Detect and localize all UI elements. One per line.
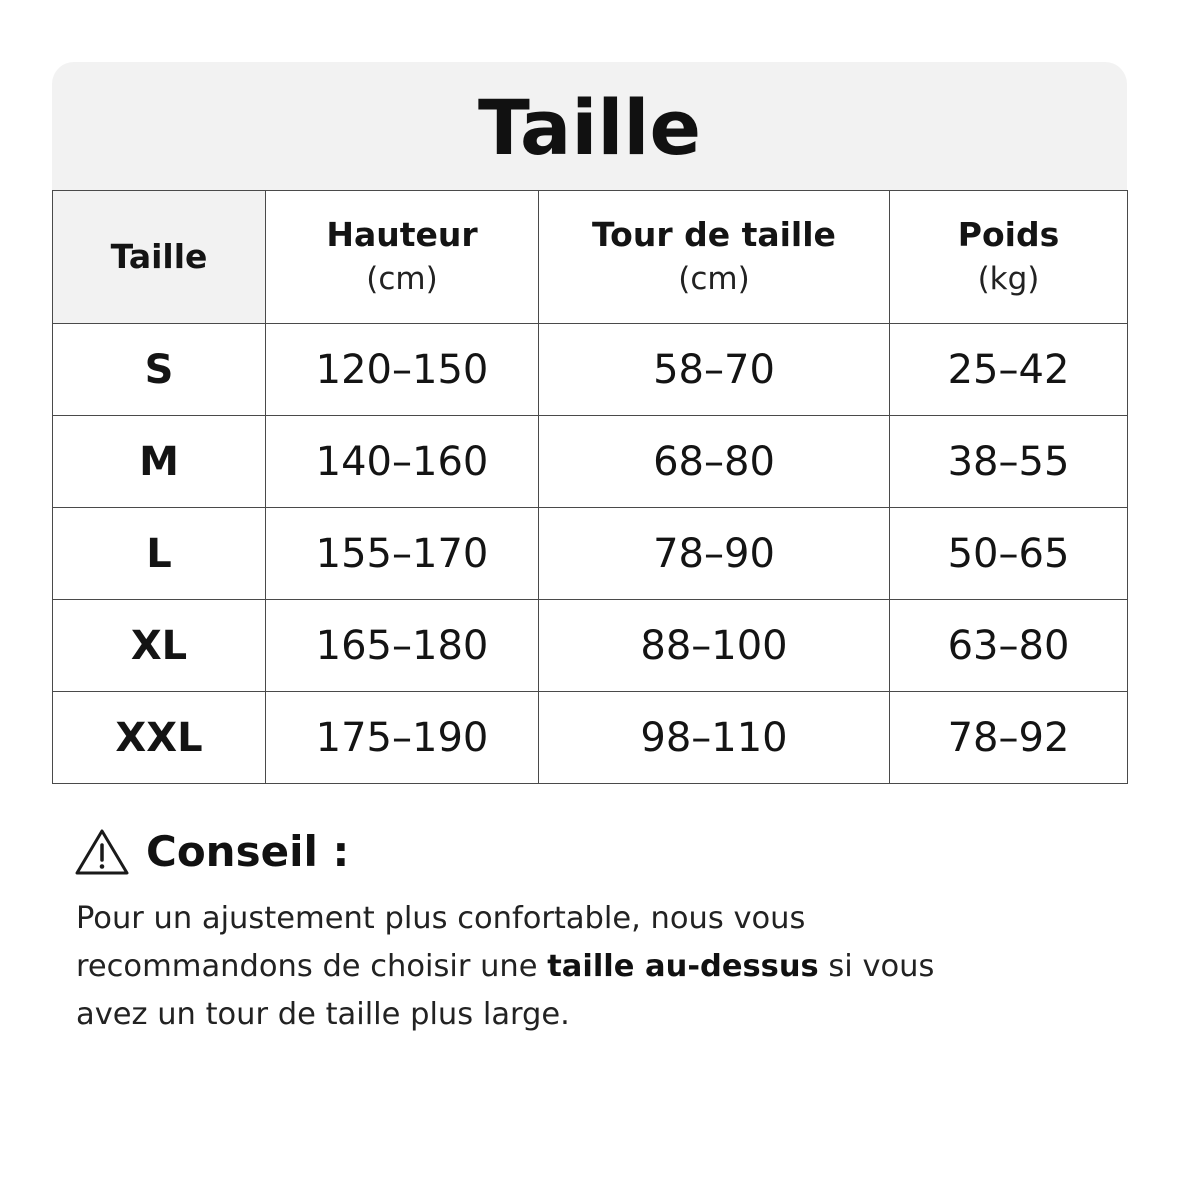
advice-text-part: recommandons de choisir une: [76, 949, 548, 984]
header-hauteur: [266, 191, 539, 324]
weight-cell: 50–65: [890, 508, 1128, 600]
header-label: Hauteur: [326, 215, 478, 254]
header-tour-de-taille: [539, 191, 890, 324]
page-title: Taille: [477, 83, 702, 172]
height-cell: 165–180: [266, 600, 539, 692]
size-cell: XL: [53, 600, 266, 692]
advice-title: Conseil :: [146, 827, 350, 876]
height-cell: 155–170: [266, 508, 539, 600]
warning-icon: [74, 828, 130, 876]
header-label: Poids: [957, 215, 1060, 254]
height-cell: 120–150: [266, 324, 539, 416]
header-label: Tour de taille: [592, 215, 836, 254]
size-cell: L: [53, 508, 266, 600]
table-row: [53, 416, 1128, 508]
table-row: [53, 324, 1128, 416]
header-label: Taille: [110, 237, 208, 276]
advice-line: [76, 943, 1106, 991]
header-poids: [890, 191, 1128, 324]
header-taille: [53, 191, 266, 324]
size-chart-table: [52, 190, 1128, 784]
advice-emphasis: taille au-dessus: [547, 949, 819, 984]
weight-cell: 25–42: [890, 324, 1128, 416]
advice-text: [76, 895, 1106, 1039]
waist-cell: 58–70: [539, 324, 890, 416]
size-cell: M: [53, 416, 266, 508]
waist-cell: 78–90: [539, 508, 890, 600]
height-cell: 175–190: [266, 692, 539, 784]
weight-cell: 38–55: [890, 416, 1128, 508]
waist-cell: 98–110: [539, 692, 890, 784]
table-header-row: [53, 191, 1128, 324]
table-row: [53, 600, 1128, 692]
header-unit: (cm): [678, 261, 750, 297]
advice-heading: [74, 822, 349, 882]
table-row: [53, 692, 1128, 784]
weight-cell: 63–80: [890, 600, 1128, 692]
waist-cell: 88–100: [539, 600, 890, 692]
advice-line: Pour un ajustement plus confortable, nous vous: [76, 901, 806, 936]
height-cell: 140–160: [266, 416, 539, 508]
table-row: [53, 508, 1128, 600]
size-cell: XXL: [53, 692, 266, 784]
advice-line: avez un tour de taille plus large.: [76, 997, 570, 1032]
waist-cell: 68–80: [539, 416, 890, 508]
size-cell: S: [53, 324, 266, 416]
weight-cell: 78–92: [890, 692, 1128, 784]
header-unit: (kg): [977, 261, 1040, 297]
header-unit: (cm): [366, 261, 438, 297]
advice-text-part: si vous: [818, 949, 935, 984]
